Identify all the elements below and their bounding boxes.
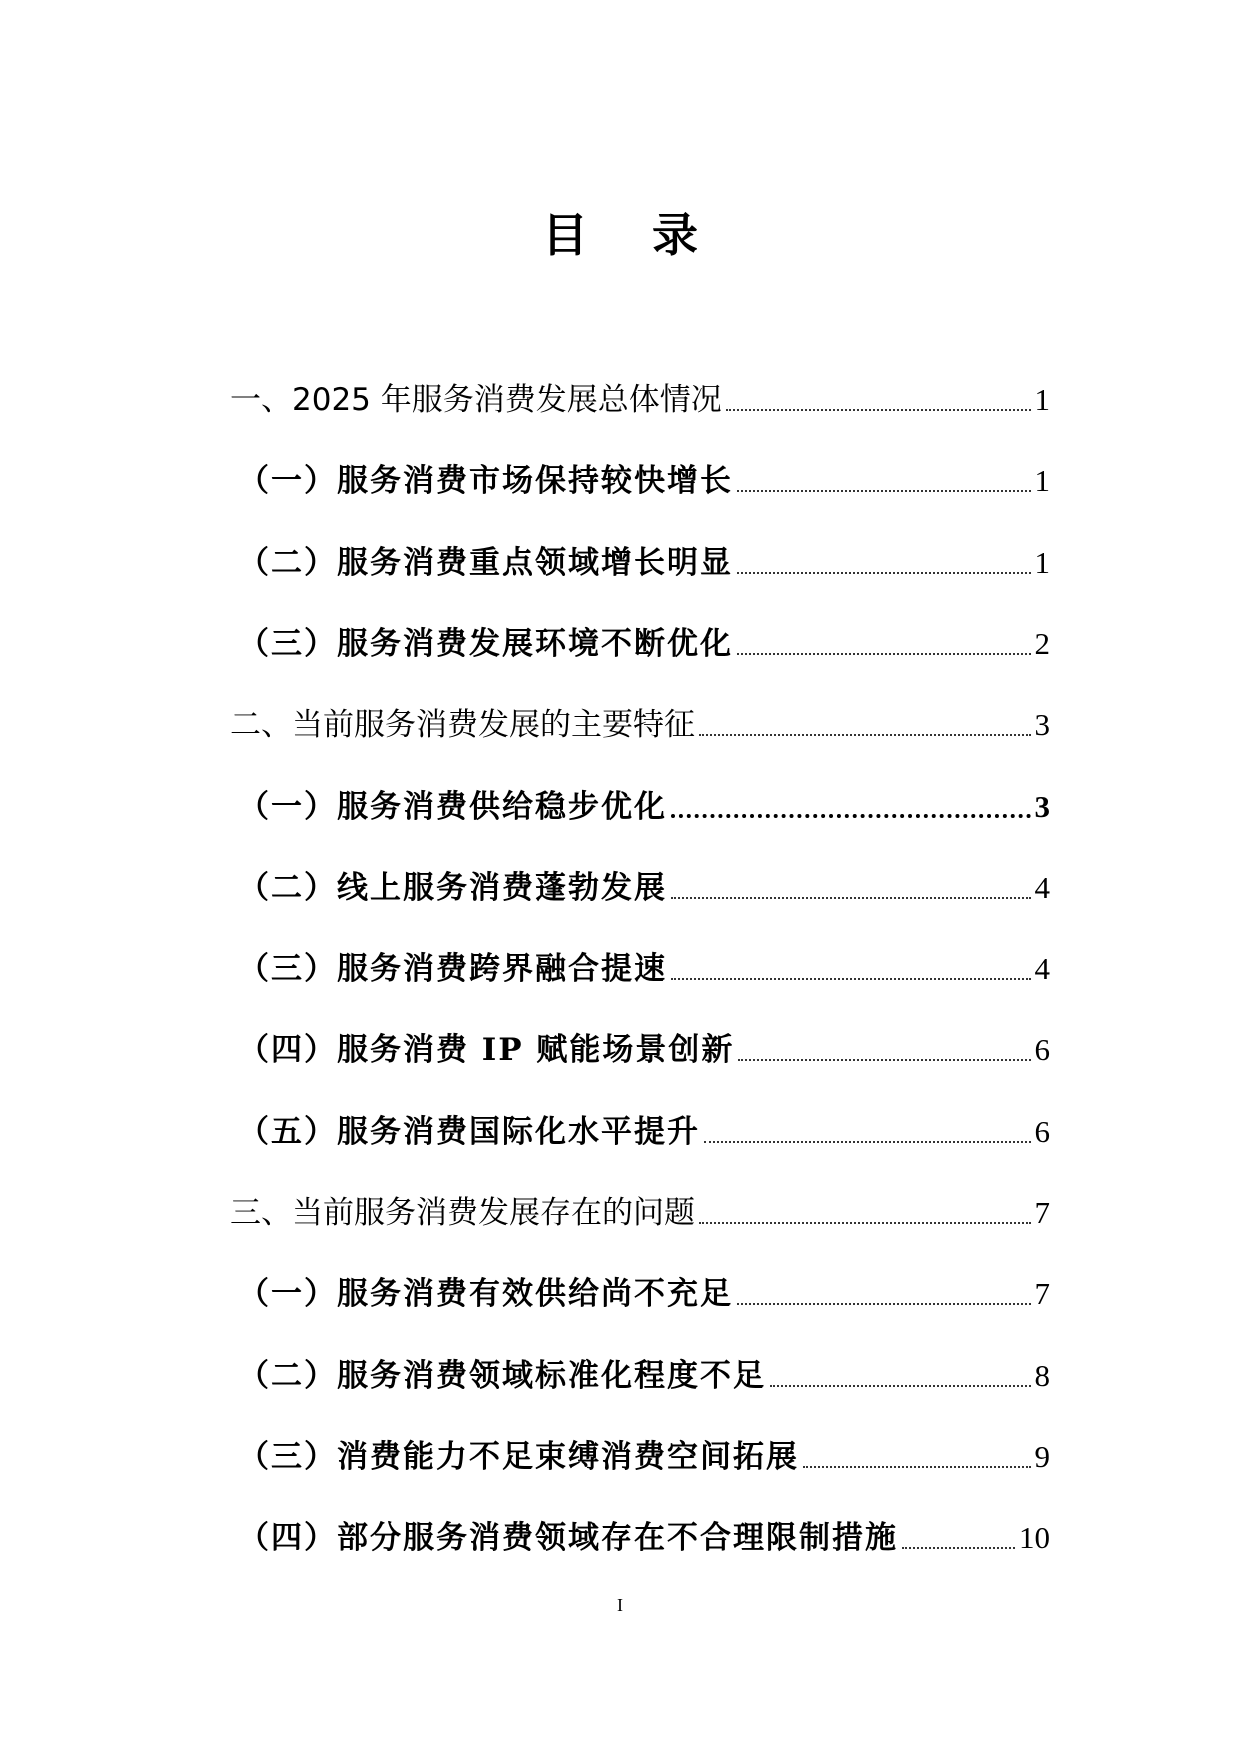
- toc-entry-label: （四）部分服务消费领域存在不合理限制措施: [238, 1520, 898, 1557]
- toc-entry[interactable]: [230, 1102, 1050, 1152]
- toc-entry[interactable]: [230, 695, 1050, 745]
- toc-leader-dots: [671, 978, 1031, 980]
- toc-entry[interactable]: [230, 370, 1050, 420]
- toc-entry[interactable]: [230, 1020, 1050, 1070]
- toc-entry-label: 二、当前服务消费发展的主要特征: [230, 707, 695, 744]
- toc-page-number: 7: [1034, 1195, 1050, 1230]
- toc-entry-label: （二）服务消费重点领域增长明显: [238, 544, 733, 581]
- toc-leader-dots: [803, 1466, 1031, 1468]
- toc-page-number: 10: [1019, 1520, 1050, 1556]
- toc-leader-dots: [902, 1547, 1015, 1549]
- toc-page-number: 6: [1034, 1113, 1050, 1149]
- toc-entry-label: （五）服务消费国际化水平提升: [238, 1113, 700, 1150]
- toc-entry-label: （一）服务消费供给稳步优化: [238, 788, 667, 825]
- toc-leader-dots: [671, 897, 1031, 899]
- page-title: 目 录: [541, 208, 722, 262]
- toc-entry[interactable]: [230, 1183, 1050, 1233]
- toc-page-number: 4: [1034, 869, 1050, 905]
- toc-leader-dots: [737, 490, 1031, 492]
- toc-entry-label: （二）服务消费领域标准化程度不足: [238, 1357, 766, 1394]
- toc-page-number: 9: [1034, 1438, 1050, 1474]
- toc-leader-dots: [770, 1385, 1031, 1387]
- toc-leader-dots: [737, 1303, 1031, 1305]
- toc-page-number: 8: [1034, 1357, 1050, 1393]
- toc-entry[interactable]: [230, 1427, 1050, 1477]
- toc-entry[interactable]: [230, 1346, 1050, 1396]
- toc-entry[interactable]: [230, 1264, 1050, 1314]
- toc-entry-label: （三）服务消费跨界融合提速: [238, 951, 667, 988]
- footer-page-number: I: [617, 1595, 623, 1615]
- toc-leader-dots: [671, 814, 1031, 818]
- toc-entry[interactable]: [230, 451, 1050, 501]
- toc-entry-label: （三）消费能力不足束缚消费空间拓展: [238, 1438, 799, 1475]
- toc-page-number: 3: [1034, 788, 1050, 824]
- toc-page-number: 1: [1034, 544, 1050, 580]
- toc-leader-dots: [737, 653, 1031, 655]
- toc-leader-dots: [737, 572, 1031, 574]
- toc-page-number: 2: [1034, 625, 1050, 661]
- toc-page-number: 4: [1034, 951, 1050, 987]
- toc-entry[interactable]: [230, 777, 1050, 827]
- toc-entry[interactable]: [230, 858, 1050, 908]
- toc-leader-dots: [726, 409, 1031, 411]
- toc-entry[interactable]: [230, 1508, 1050, 1558]
- toc-page-number: 3: [1034, 707, 1050, 743]
- toc-entry[interactable]: [230, 614, 1050, 664]
- toc-entry[interactable]: [230, 533, 1050, 583]
- toc-leader-dots: [704, 1141, 1031, 1143]
- toc-entry-label: （四）服务消费 IP 赋能场景创新: [238, 1032, 735, 1069]
- toc-leader-dots: [699, 734, 1031, 736]
- toc-page-number: 1: [1034, 382, 1050, 417]
- toc-page-number: 1: [1034, 463, 1050, 499]
- toc-entry-label: （二）线上服务消费蓬勃发展: [238, 869, 667, 906]
- toc-leader-dots: [738, 1059, 1030, 1061]
- toc-entry[interactable]: [230, 939, 1050, 989]
- toc-page-number: 6: [1034, 1032, 1050, 1068]
- toc-entry-label: （一）服务消费有效供给尚不充足: [238, 1276, 733, 1313]
- toc-entry-label: （三）服务消费发展环境不断优化: [238, 625, 733, 662]
- toc-entry-label: 一、2025 年服务消费发展总体情况: [230, 382, 722, 418]
- toc-entry-label: 三、当前服务消费发展存在的问题: [230, 1195, 695, 1231]
- toc-entry-label: （一）服务消费市场保持较快增长: [238, 463, 733, 500]
- toc-page-number: 7: [1034, 1276, 1050, 1312]
- toc-leader-dots: [699, 1222, 1031, 1224]
